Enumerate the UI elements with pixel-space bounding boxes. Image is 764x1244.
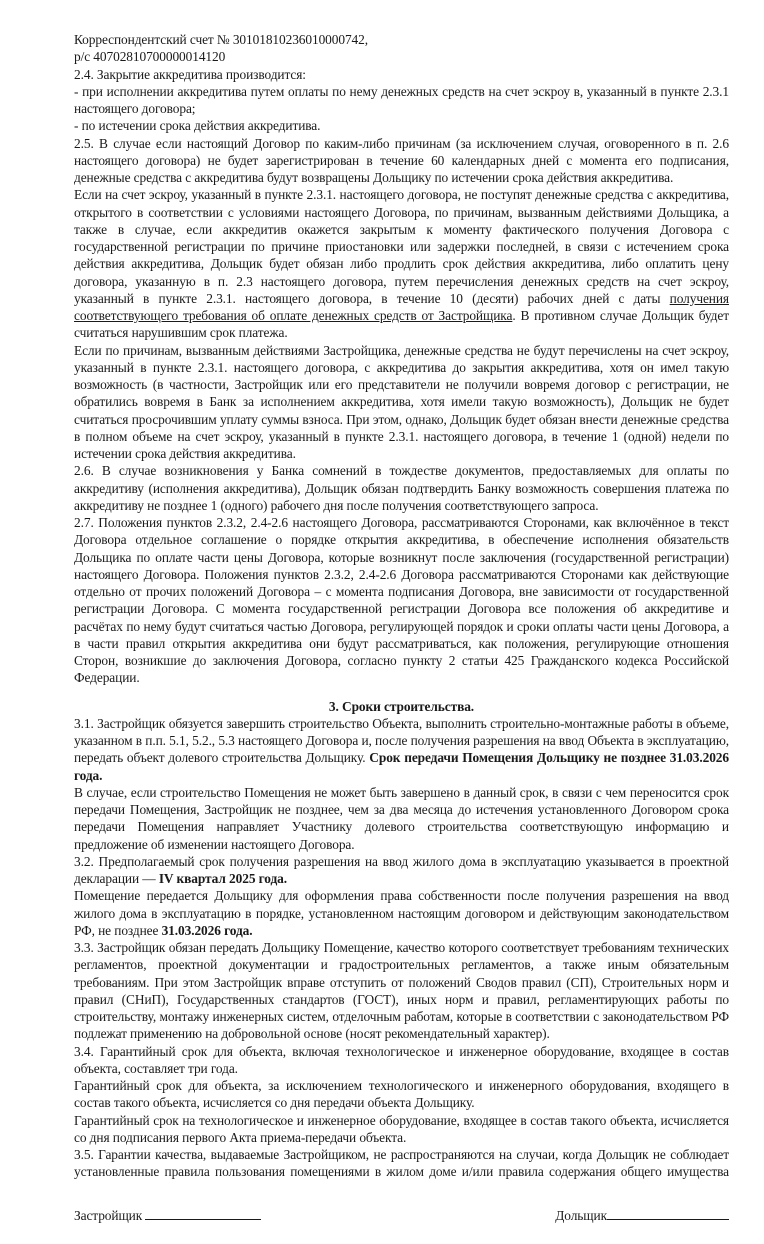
- clause-2-5-escrow: [74, 186, 729, 341]
- signature-line: [607, 1207, 729, 1220]
- bold-text: 31.03.2026 года.: [161, 922, 253, 938]
- settlement-account: р/с 40702810700000014120: [74, 49, 226, 65]
- clause-2-5-developer: Если по причинам, вызванным действиями Застройщика, денежные средства не будут перечислены на счет эскроу, указанный в пункте 2.3.1. настоящего договора, с аккредитива до закрытия аккредитива, хотя он имел такую возможность (в частности, Застройщик или его представители не получили вовремя договор с регистрации, не обратились вовремя в Банк за исполнением аккредитива, хотя имели такую возможность), Дольщик не будет считаться просрочившим уплату суммы взноса. При этом, однако, Дольщик будет обязан внести денежные средства в полном объеме на счет эскроу, указанный в пункте 2.3.1. настоящего договора, в течение 1 (одной) недели по истечении срока действия аккредитива.: [74, 342, 729, 461]
- clause-3-1-delay: В случае, если строительство Помещения не может быть завершено в данный срок, в связи с чем переносится срок передачи Помещения, Застройщик не позднее, чем за два месяца до истечения установленного Договором срока передачи Помещения направляет Участнику долевого строительства соответствующую информацию и предложение об изменении настоящего Договора.: [74, 784, 729, 852]
- text-run: 3.1. Застройщик обязуется завершить строительство Объекта, выполнить строительно-монтажные работы в объеме, указанном в п.п. 5.1, 5.2., 5.3 настоящего Договора и, после получения разрешения на ввод Объекта в эксплуатацию, передать объект долевого строительства Дольщику.: [74, 715, 729, 766]
- clause-2-5: 2.5. В случае если настоящий Договор по каким-либо причинам (за исключением случая, оговоренного в п. 2.6 настоящего договора) не будет зарегистрирован в течение 60 календарных дней с момента его подписания, денежные средства с аккредитива будут возвращены Дольщику по истечении срока действия аккредитива.: [74, 135, 729, 185]
- clause-2-4: 2.4. Закрытие аккредитива производится:: [74, 66, 306, 82]
- shareholder-signature: [555, 1207, 729, 1224]
- clause-2-4-item: - по истечении срока действия аккредитива.: [74, 118, 321, 134]
- signature-row: [74, 1207, 729, 1224]
- text-run: . В противном случае Дольщик будет считаться нарушившим срок платежа.: [74, 308, 729, 341]
- clause-2-4-item: - при исполнении аккредитива путем оплаты по нему денежных средств на счет эскроу в, указанный в пункте 2.3.1 настоящего договора;: [74, 83, 729, 116]
- clause-3-1: [74, 715, 729, 784]
- underlined-text: получения соответствующего требования об оплате денежных средств от Застройщика: [74, 290, 729, 323]
- clause-3-3: 3.3. Застройщик обязан передать Дольщику Помещение, качество которого соответствует требованиям технических регламентов, проектной документации и градостроительных регламентов, а также иным обязательным требованиям. При этом Застройщик вправе отступить от положений Сводов правил (СП), Строительных норм и правил (СНиП), Государственных стандартов (ГОСТ), иных норм и правил, регламентирующих работы по строительству, монтажу инженерных систем, отделочным работам, которые в соответствии с законодательством РФ подлежат применению на добровольной основе (носят рекомендательный характер).: [74, 940, 729, 1042]
- corr-account: Корреспондентский счет № 30101810236010000742,: [74, 32, 368, 47]
- developer-label: Застройщик: [74, 1207, 143, 1223]
- text-run: Если на счет эскроу, указанный в пункте 2.3.1. настоящего договора, не поступят денежные средства с аккредитива, открытого в соответствии с условиями настоящего Договора, по причинам, вызванным действиями Дольщика, а также в случае, если аккредитив окажется закрытым к моменту фактического получения Договора с государственной регистрации по причине приостановки или задержки последней, в связи с истечением срока действия аккредитива, Дольщик будет обязан либо продлить срок действия аккредитива, либо оплатить цену договора, указанную в п. 2.3 настоящего договора, путем перечисления денежных средств на счет эскроу, указанный в пункте 2.3.1. настоящего договора, в течение 10 (десяти) рабочих дней с даты: [74, 187, 729, 306]
- document-page: [74, 0, 729, 1244]
- clause-3-4: 3.4. Гарантийный срок для объекта, включая технологическое и инженерное оборудование, входящее в состав объекта, составляет три года.: [74, 1043, 729, 1076]
- clause-2-7: 2.7. Положения пунктов 2.3.2, 2.4-2.6 настоящего Договора, рассматриваются Сторонами, как включённое в текст Договора отдельное соглашение о порядке открытия аккредитива, в обеспечение исполнения обязательств Дольщика по оплате части цены Договора, которые возникнут после заключения (государственной регистрации) настоящего Договора. Положения пунктов 2.3.2, 2.4-2.6 Договора рассматриваются Сторонами как действующие отдельно от прочих положений Договора – с момента подписания Договора, вне зависимости от государственной регистрации Договора. С момента государственной регистрации Договора все положения об аккредитиве и расчётах по нему будут считаться частью Договора, регулирующей порядок и сроки оплаты части цены Договора, а в части правил открытия аккредитива они будут рассматриваться, как положения, регулирующие отношения Сторон, возникшие до заключения Договора, согласно пункту 2 статьи 425 Гражданского кодекса Российской Федерации.: [74, 515, 729, 686]
- bold-text: Срок передачи Помещения Дольщику не позднее 31.03.2026 года.: [74, 750, 729, 783]
- clause-3-2: [74, 853, 729, 888]
- clause-3-4-warranty-equipment: Гарантийный срок на технологическое и инженерное оборудование, входящее в состав такого объекта, исчисляется со дня подписания первого Акта приема-передачи объекта.: [74, 1112, 729, 1145]
- developer-signature: [74, 1207, 261, 1224]
- section-3-heading: 3. Сроки строительства.: [328, 698, 475, 714]
- clause-2-6: 2.6. В случае возникновения у Банка сомнений в тождестве документов, предоставляемых для оплаты по аккредитиву (исполнения аккредитива), Дольщик обязан подтвердить Банку возможность совершения платежа по аккредитиву не позднее 1 (одного) рабочего дня после получения соответствующего запроса.: [74, 463, 729, 513]
- text-run: 3.2. Предполагаемый срок получения разрешения на ввод жилого дома в эксплуатацию указывается в проектной декларации —: [74, 853, 729, 886]
- text-run: Помещение передается Дольщику для оформления права собственности после получения разрешения на ввод жилого дома в эксплуатацию в порядке, установленном настоящим договором и действующим законодательством РФ, не позднее: [74, 888, 729, 938]
- clause-3-5: 3.5. Гарантии качества, выдаваемые Застройщиком, не распространяются на случаи, когда Дольщик не соблюдает установленные правила пользования помещениями в жилом доме и/или правила содержания общего имущества: [74, 1147, 729, 1180]
- clause-3-2-transfer: [74, 887, 729, 939]
- bold-text: IV квартал 2025 года.: [158, 871, 288, 886]
- shareholder-label: Дольщик: [555, 1207, 607, 1223]
- signature-line: [145, 1207, 261, 1220]
- clause-3-4-warranty-object: Гарантийный срок для объекта, за исключением технологического и инженерного оборудования, входящего в состав такого объекта, исчисляется со дня передачи объекта Дольщику.: [74, 1078, 729, 1111]
